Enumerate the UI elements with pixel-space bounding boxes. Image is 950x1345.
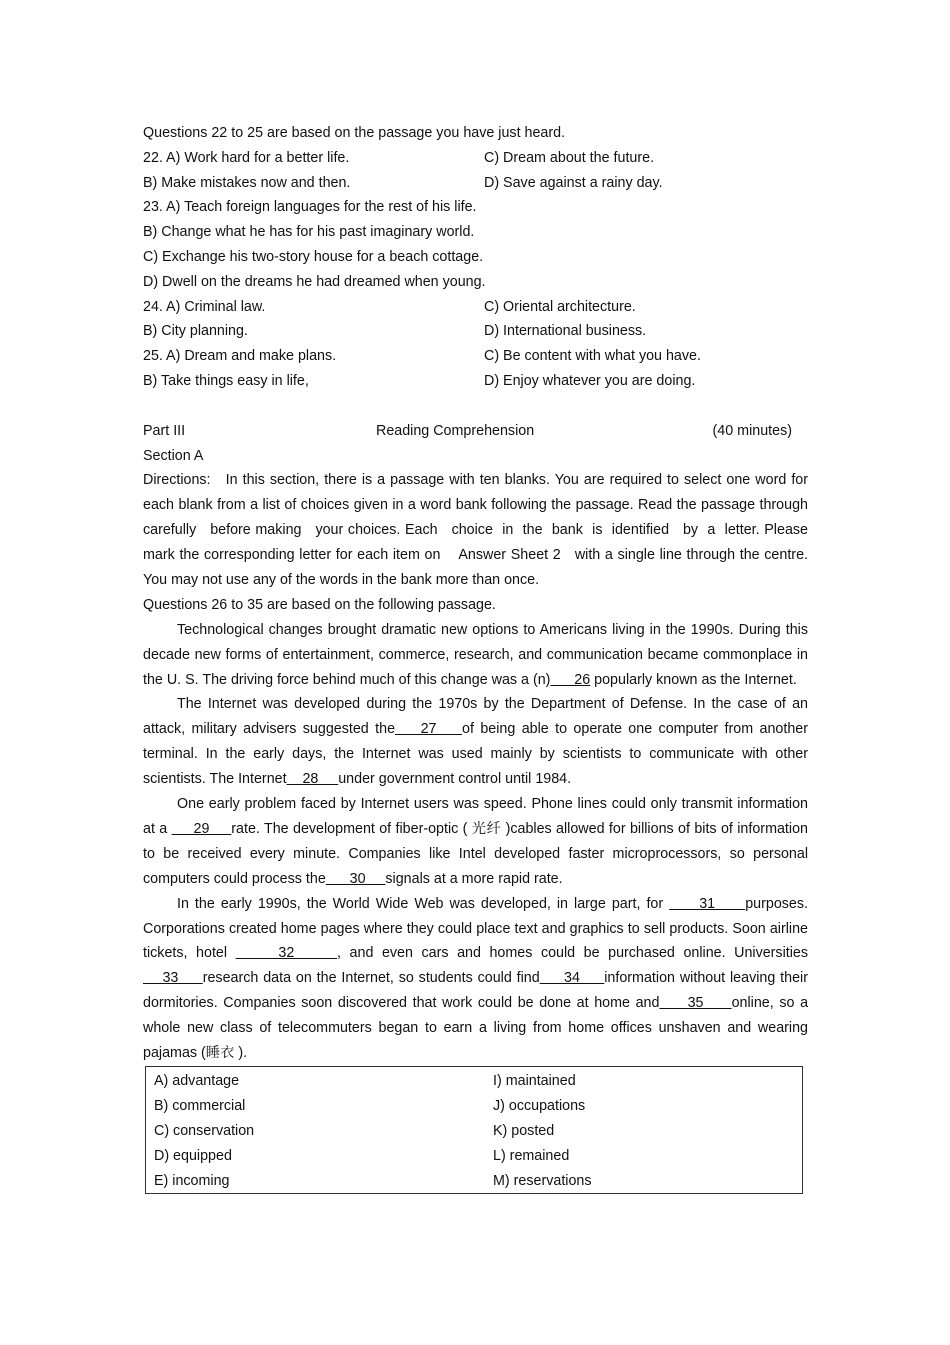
word-bank-item: A) advantage	[154, 1073, 240, 1089]
p3-text-3: signals at a more rapid rate.	[385, 870, 563, 887]
q22-option-a: 22. A) Work hard for a better life.	[143, 149, 350, 166]
word-bank-item: M) reservations	[493, 1172, 592, 1189]
q23-option-c: C) Exchange his two-story house for a beach cottage.	[143, 248, 484, 265]
word-bank-row	[154, 1119, 802, 1144]
word-bank-item: E) incoming	[154, 1172, 230, 1189]
passage-paragraph-1	[143, 618, 808, 693]
word-bank-item: I) maintained	[493, 1073, 576, 1089]
p3-text-2: rate. The development of fiber-optic ( 光纤 )cables allowed for billions of bits of information to be received every minute. Companies like Intel developed faster microprocessors, so personal computers could process the	[143, 820, 808, 887]
q25-option-d: D) Enjoy whatever you are doing.	[484, 372, 696, 389]
p2-text-2: of being able to operate one computer from another terminal. In the early days, the Internet was used mainly by scientists to communicate with other scientists. The Internet	[143, 721, 808, 788]
questions-intro: Questions 26 to 35 are based on the following passage.	[143, 596, 496, 613]
blank-34: 34	[539, 970, 605, 987]
q22-row1	[143, 146, 808, 171]
q25-option-b: B) Take things easy in life,	[143, 372, 309, 389]
p4-text-1: In the early 1990s, the World Wide Web was developed, in large part, for	[177, 895, 664, 912]
part-title: Reading Comprehension	[376, 422, 535, 439]
q22-option-d: D) Save against a rainy day.	[484, 174, 663, 191]
q24-option-d: D) International business.	[484, 323, 647, 340]
document-page	[143, 121, 812, 1194]
q24-option-a: 24. A) Criminal law.	[143, 298, 266, 315]
spacer	[143, 394, 808, 419]
p3-text-1: One early problem faced by Internet users was speed. Phone lines could only transmit information at a	[143, 796, 808, 837]
q23-option-a: 23. A) Teach foreign languages for the rest of his life.	[143, 199, 477, 216]
q25-row1	[143, 344, 808, 369]
blank-26: 26	[550, 671, 591, 688]
word-bank-row	[154, 1169, 802, 1194]
passage-paragraph-3	[143, 792, 808, 892]
word-bank-item: D) equipped	[154, 1147, 232, 1164]
q23-option-b: B) Change what he has for his past imaginary world.	[143, 224, 475, 241]
p4-text-3: , and even cars and homes could be purchased online. Universities	[337, 945, 809, 962]
word-bank-row	[154, 1069, 802, 1094]
word-bank-item: L) remained	[493, 1147, 570, 1164]
q25-row2	[143, 369, 808, 394]
p1-text-1: Technological changes brought dramatic new options to Americans living in the 1990s. During this decade new forms of entertainment, commerce, research, and communication became commonplace in the U. S. The driving force behind much of this change was a (n)	[143, 621, 808, 688]
p4-text-6: online, so a whole new class of telecommuters began to earn a living from home offices unshaven and wearing pajamas (睡衣 ).	[143, 995, 809, 1062]
part-time: (40 minutes)	[712, 422, 792, 439]
blank-32: 32	[235, 945, 338, 962]
blank-30: 30	[325, 870, 386, 887]
word-bank	[145, 1066, 803, 1194]
blank-31: 31	[669, 895, 746, 912]
q22-option-c: C) Dream about the future.	[484, 149, 655, 166]
blank-28: 28	[286, 771, 339, 788]
q24-option-b: B) City planning.	[143, 323, 248, 340]
listening-intro: Questions 22 to 25 are based on the passage you have just heard.	[143, 125, 566, 141]
p4-text-5: information without leaving their dormitories. Companies soon discovered that work could be done at home and	[143, 970, 808, 1012]
part-label: Part III	[143, 422, 186, 439]
q24-row2	[143, 319, 808, 344]
word-bank-item: J) occupations	[493, 1097, 586, 1114]
blank-29: 29	[171, 820, 232, 837]
q22-row2	[143, 171, 808, 196]
blank-33: 33	[143, 970, 203, 987]
p1-text-2: popularly known as the Internet.	[594, 671, 797, 688]
passage-paragraph-2	[143, 692, 808, 792]
p4-text-2: purposes. Corporations created home pages where they could place text and graphics to sell products. Soon airline tickets, hotel	[143, 895, 808, 962]
part-heading	[143, 419, 808, 444]
p2-text-1: The Internet was developed during the 1970s by the Department of Defense. In the case of an attack, military advisers suggested the	[143, 696, 808, 738]
q25-option-c: C) Be content with what you have.	[484, 348, 701, 365]
passage-paragraph-4	[143, 892, 808, 1066]
word-bank-item: C) conservation	[154, 1122, 255, 1139]
p4-text-4: research data on the Internet, so students could find	[202, 970, 540, 987]
blank-35: 35	[659, 995, 732, 1012]
q25-option-a: 25. A) Dream and make plans.	[143, 348, 337, 365]
directions: Directions: In this section, there is a passage with ten blanks. You are required to select one word for each blank from a list of choices given in a word bank following the passage. Read the passage through carefully before making your choices. Each choice in the bank is identified by a letter. Please mark the corresponding letter for each item on Answer Sheet 2 with a single line through the centre. You may not use any of the words in the bank more than once.	[143, 472, 812, 588]
word-bank-item: K) posted	[493, 1122, 555, 1139]
q24-row1	[143, 295, 808, 320]
section-label: Section A	[143, 447, 204, 464]
word-bank-row	[154, 1144, 802, 1169]
blank-27: 27	[395, 721, 463, 738]
q22-option-b: B) Make mistakes now and then.	[143, 174, 351, 191]
word-bank-item: B) commercial	[154, 1097, 246, 1114]
q24-option-c: C) Oriental architecture.	[484, 298, 636, 315]
word-bank-row	[154, 1094, 802, 1119]
q23-option-d: D) Dwell on the dreams he had dreamed when young.	[143, 273, 486, 290]
p2-text-3: under government control until 1984.	[338, 771, 572, 788]
